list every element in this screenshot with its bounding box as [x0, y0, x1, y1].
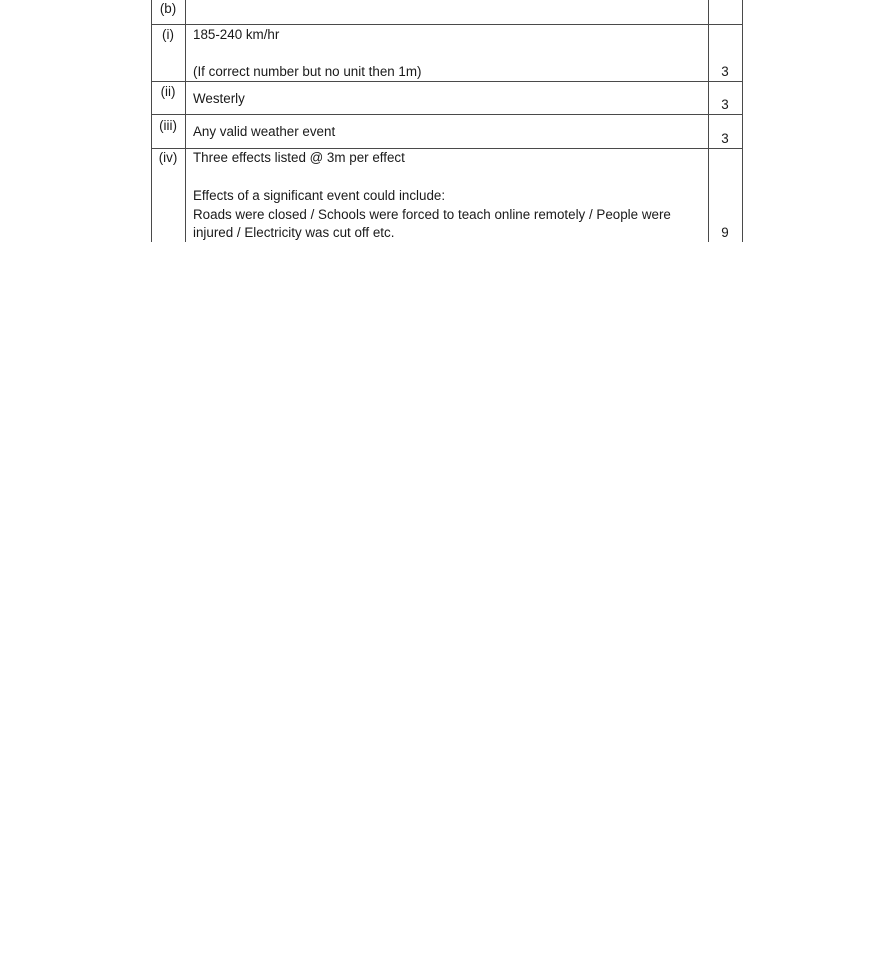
mark-value: 9: [721, 225, 729, 240]
question-label: (i): [162, 27, 174, 42]
question-label: (b): [159, 1, 177, 16]
mark-value: 3: [721, 97, 729, 112]
answer-text: Westerly: [193, 91, 245, 106]
row-divider: [151, 114, 743, 115]
mark-value: 3: [721, 64, 729, 79]
answer-text: Roads were closed / Schools were forced to teach online remotely / People were: [193, 207, 671, 222]
answer-text: injured / Electricity was cut off etc.: [193, 225, 395, 240]
table-border-right: [742, 0, 743, 242]
table-divider-mark: [708, 0, 709, 242]
mark-value: 3: [721, 131, 729, 146]
question-label: (iii): [159, 118, 177, 133]
answer-text: Three effects listed @ 3m per effect: [193, 150, 405, 165]
question-label: (ii): [160, 84, 176, 99]
row-divider: [151, 81, 743, 82]
answer-text: 185-240 km/hr: [193, 27, 280, 42]
answer-text: Effects of a significant event could include:: [193, 188, 446, 203]
question-label: (iv): [158, 150, 178, 165]
table-divider-label: [185, 0, 186, 242]
answer-text: Any valid weather event: [193, 124, 336, 139]
answer-text: (If correct number but no unit then 1m): [193, 64, 422, 79]
row-divider: [151, 24, 743, 25]
